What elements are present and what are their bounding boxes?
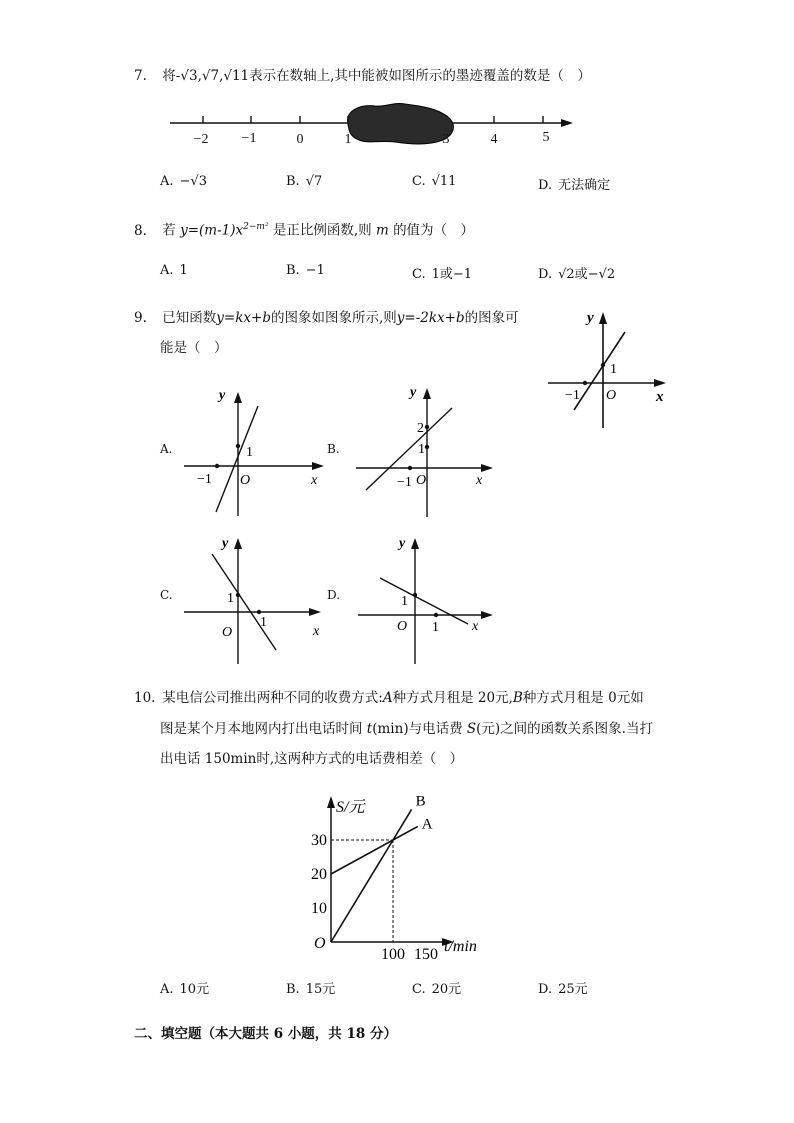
tick-label: −2 bbox=[193, 132, 209, 147]
q10-options bbox=[160, 978, 660, 1002]
svg-text:x: x bbox=[472, 619, 479, 634]
y-tick-label: 10 bbox=[311, 900, 327, 917]
question-number: 9. bbox=[134, 310, 147, 326]
y-tick-label: 30 bbox=[311, 832, 327, 849]
q7-options bbox=[160, 174, 660, 198]
option-d[interactable]: D. 25元 bbox=[538, 982, 588, 997]
question-7: 7. 将-√3,√7,√11表示在数轴上,其中能被如图所示的墨迹覆盖的数是（ ） bbox=[134, 61, 591, 91]
svg-text:1: 1 bbox=[401, 594, 408, 609]
q9-graph-a[interactable] bbox=[180, 384, 330, 519]
svg-text:1: 1 bbox=[418, 442, 425, 457]
q9-graph-c[interactable] bbox=[180, 532, 330, 667]
question-number: 8. bbox=[134, 222, 147, 239]
tick-label: 4 bbox=[490, 132, 498, 147]
option-c[interactable]: C. 1或−1 bbox=[412, 267, 473, 282]
option-label-d[interactable]: D. bbox=[327, 588, 341, 602]
svg-text:y: y bbox=[219, 388, 226, 403]
q8-options bbox=[160, 263, 660, 287]
svg-text:2: 2 bbox=[417, 421, 424, 436]
y-tick-label: 20 bbox=[311, 866, 327, 883]
svg-text:1: 1 bbox=[432, 620, 439, 635]
line-y-kx-b bbox=[574, 332, 625, 410]
question-10-line3: 出电话 150min时,这两种方式的电话费相差（ ） bbox=[160, 751, 464, 767]
ink-blot bbox=[348, 104, 454, 144]
question-9: 9. 已知函数y=kx+b的图象如图象所示,则y=-2kx+b的图象可 bbox=[134, 303, 519, 333]
y-axis-label: S/元 bbox=[336, 799, 365, 816]
series-label-B: B bbox=[415, 793, 426, 810]
option-a[interactable]: A. −√3 bbox=[160, 174, 207, 189]
exponent: 2−m² bbox=[243, 222, 269, 232]
option-label-b[interactable]: B. bbox=[327, 442, 340, 456]
svg-text:1: 1 bbox=[260, 615, 267, 630]
svg-text:1: 1 bbox=[227, 591, 234, 606]
radical-sqrt11: √11 bbox=[223, 68, 250, 84]
question-10-line2: 图是某个月本地网内打出电话时间 t(min)与电话费 S(元)之间的函数关系图象.当打 bbox=[160, 721, 653, 737]
svg-text:y: y bbox=[222, 536, 229, 551]
series-label-A: A bbox=[421, 816, 433, 833]
svg-text:1: 1 bbox=[246, 445, 253, 460]
question-7-text-before: 将 bbox=[162, 68, 176, 84]
q9-graph-b[interactable] bbox=[350, 380, 500, 520]
radical-neg-sqrt3: -√3 bbox=[175, 68, 198, 84]
question-number: 10. bbox=[134, 690, 156, 706]
svg-text:O: O bbox=[397, 619, 408, 634]
option-d[interactable]: D. √2或−√2 bbox=[538, 267, 616, 282]
option-label-c[interactable]: C. bbox=[160, 588, 173, 602]
option-b[interactable]: B. 15元 bbox=[286, 982, 336, 997]
question-10: 10. 某电信公司推出两种不同的收费方式:A种方式月租是 20元,B种方式月租是 0元如 bbox=[134, 683, 644, 713]
svg-text:O: O bbox=[606, 388, 617, 403]
option-a[interactable]: A. 10元 bbox=[160, 982, 210, 997]
question-8: 8. 若 $y=(m-1)x^{2-m^2}$ 是正比例函数,则 m 的值为（ ） bbox=[134, 212, 474, 246]
radical-sqrt7: √7 bbox=[201, 68, 220, 84]
svg-text:O: O bbox=[222, 625, 233, 640]
svg-text:y: y bbox=[587, 310, 594, 326]
x-tick-label: 100 bbox=[381, 946, 405, 960]
number-line-figure bbox=[165, 96, 575, 152]
tick-label: 5 bbox=[542, 130, 550, 145]
svg-text:x: x bbox=[476, 473, 483, 488]
tick-label: 3 bbox=[442, 132, 450, 147]
option-b[interactable]: B. √7 bbox=[286, 174, 323, 189]
question-9-line2: 能是（ ） bbox=[160, 340, 228, 356]
question-7-text-after: 表示在数轴上,其中能被如图所示的墨迹覆盖的数是（ ） bbox=[249, 68, 591, 84]
question-number: 7. bbox=[134, 68, 147, 84]
series-line-A bbox=[331, 826, 418, 874]
svg-text:−1: −1 bbox=[565, 388, 580, 403]
x-tick-label: 150 bbox=[414, 946, 438, 960]
option-c[interactable]: C. √11 bbox=[412, 174, 457, 189]
x-axis-label: t/min bbox=[444, 938, 477, 955]
tick-label: −1 bbox=[241, 131, 257, 146]
svg-text:y: y bbox=[399, 536, 406, 551]
series-line-B bbox=[331, 809, 412, 942]
svg-text:O: O bbox=[240, 473, 251, 488]
tick-label: 1 bbox=[344, 132, 352, 147]
option-c[interactable]: C. 20元 bbox=[412, 982, 462, 997]
svg-text:1: 1 bbox=[610, 362, 617, 377]
section-header: 二、填空题（本大题共 6 小题，共 18 分） bbox=[134, 1026, 398, 1042]
svg-text:O: O bbox=[416, 473, 427, 488]
option-d[interactable]: D. 无法确定 bbox=[538, 178, 611, 193]
svg-text:x: x bbox=[656, 389, 664, 405]
tick-label: 0 bbox=[296, 132, 304, 147]
origin-label: O bbox=[314, 935, 326, 952]
svg-text:x: x bbox=[313, 624, 320, 639]
number-line-arrow bbox=[561, 119, 573, 127]
svg-text:−1: −1 bbox=[197, 472, 212, 487]
y-axis-arrow bbox=[327, 796, 335, 808]
q9-main-graph bbox=[540, 306, 670, 431]
svg-text:−1: −1 bbox=[397, 475, 412, 490]
option-label-a[interactable]: A. bbox=[160, 442, 173, 456]
svg-text:x: x bbox=[311, 473, 318, 488]
q10-chart bbox=[300, 790, 500, 960]
q9-graph-d[interactable] bbox=[350, 532, 500, 667]
option-a[interactable]: A. 1 bbox=[160, 263, 188, 278]
option-b[interactable]: B. −1 bbox=[286, 263, 325, 278]
svg-text:y: y bbox=[410, 385, 417, 400]
formula: y=(m-1)x bbox=[180, 222, 244, 239]
